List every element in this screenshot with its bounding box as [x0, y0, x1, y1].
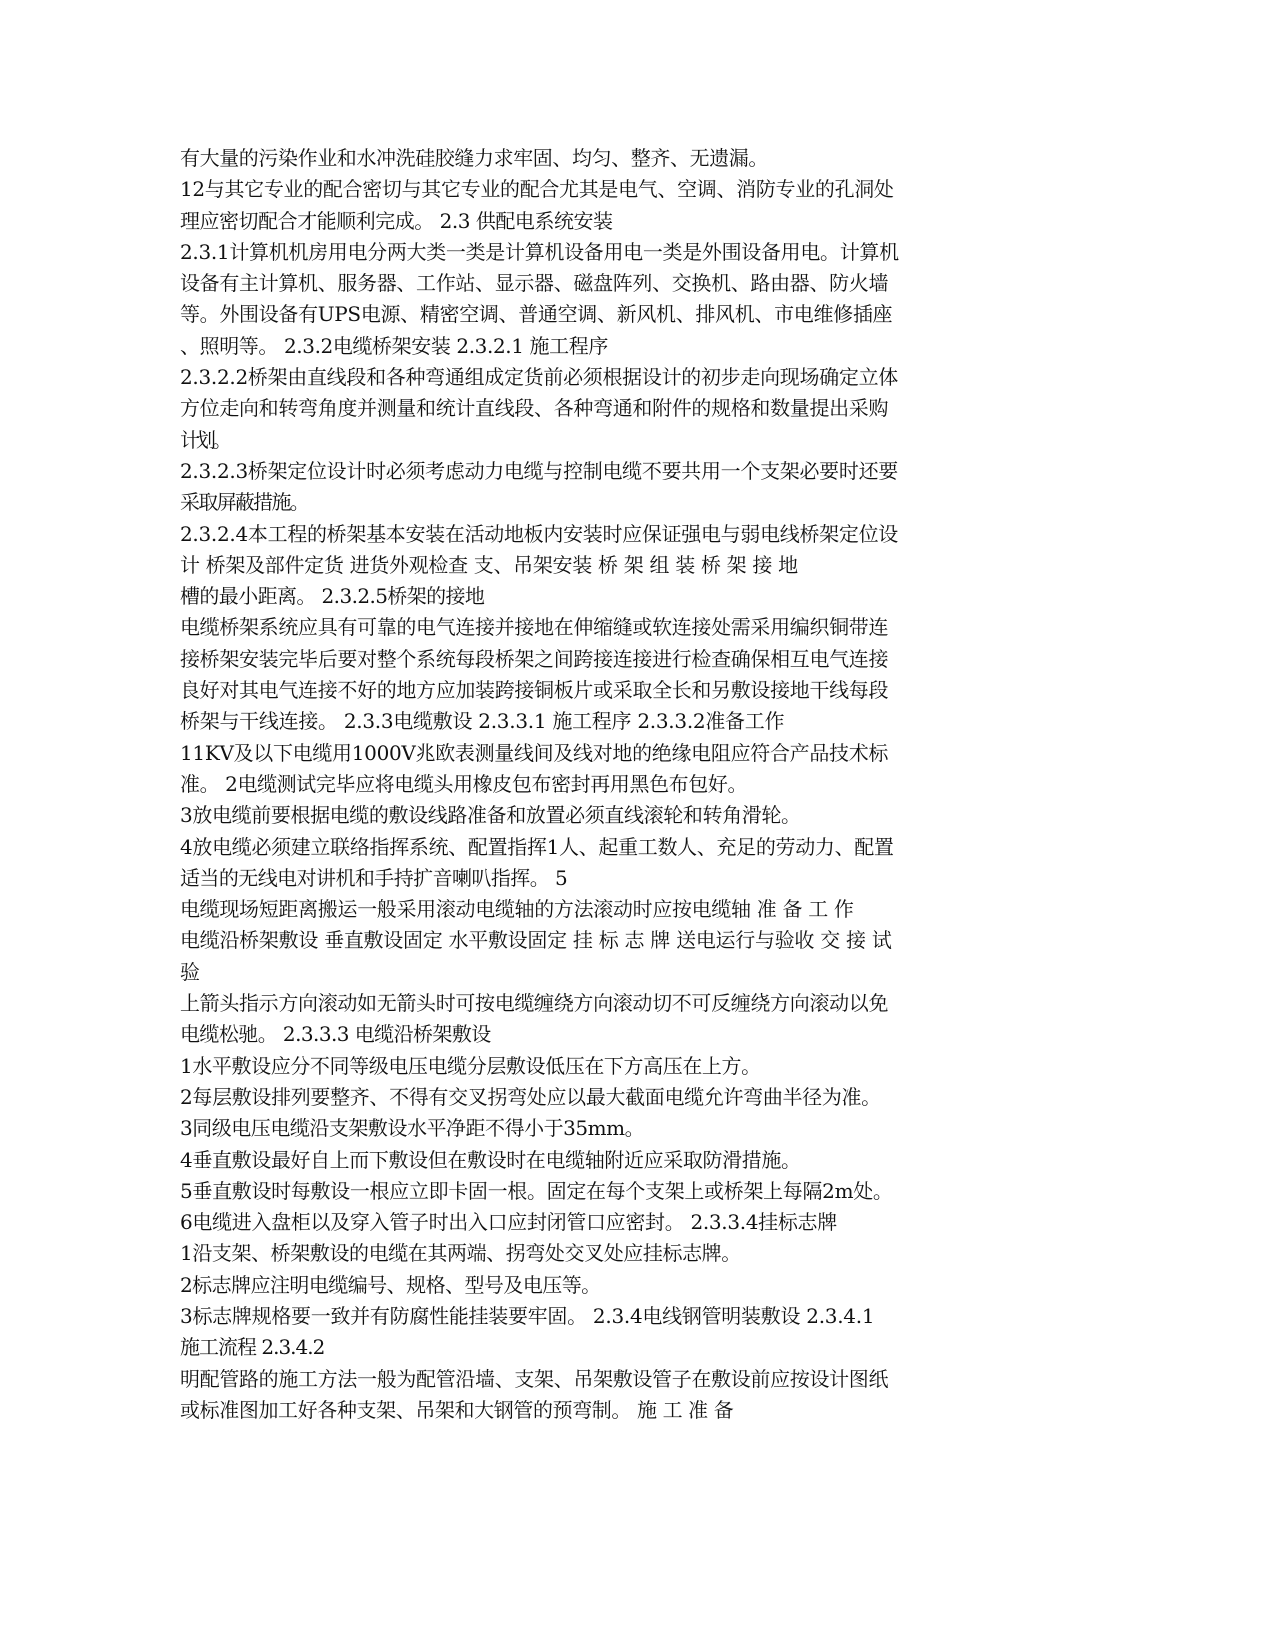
text-line: 适当的无线电对讲机和手持扩音喇叭指挥。 5 [180, 865, 568, 890]
text-line: 良好对其电气连接不好的地方应加装跨接铜板片或采取全长和另敷设接地干线每段 [180, 678, 889, 703]
text-line: 电缆沿桥架敷设 垂直敷设固定 水平敷设固定 挂 标 志 牌 送电运行与验收 交 接 试 [180, 928, 892, 953]
text-line: 2.3.2.4本工程的桥架基本安装在活动地板内安装时应保证强电与弱电线桥架定位设 [180, 521, 898, 546]
text-line: 6电缆进入盘柜以及穿入管子时出入口应封闭管口应密封。 2.3.3.4挂标志牌 [180, 1210, 837, 1235]
text-line: 明配管路的施工方法一般为配管沿墙、支架、吊架敷设管子在敷设前应按设计图纸 [180, 1366, 889, 1391]
text-line: 计划。 [180, 427, 228, 452]
text-line: 验 [180, 959, 196, 984]
text-line: 1沿支架、桥架敷设的电缆在其两端、拐弯处交叉处应挂标志牌。 [180, 1241, 741, 1266]
text-line: 5垂直敷设时每敷设一根应立即卡固一根。固定在每个支架上或桥架上每隔2m处。 [180, 1178, 893, 1203]
text-line: 施工流程 2.3.4.2 [180, 1335, 325, 1360]
text-line: 上箭头指示方向滚动如无箭头时可按电缆缠绕方向滚动切不可反缠绕方向滚动以免 [180, 991, 889, 1016]
text-line: 11KV及以下电缆用1000V兆欧表测量线间及线对地的绝缘电阻应符合产品技术标 [180, 740, 889, 765]
text-line: 电缆现场短距离搬运一般采用滚动电缆轴的方法滚动时应按电缆轴 准 备 工 作 [180, 897, 854, 922]
text-line: 2.3.1计算机机房用电分两大类一类是计算机设备用电一类是外围设备用电。计算机 [180, 239, 899, 264]
text-line: 设备有主计算机、服务器、工作站、显示器、磁盘阵列、交换机、路由器、防火墙 [180, 271, 889, 296]
text-line: 采取屏蔽措施。 [180, 490, 309, 515]
text-line: 桥架与干线连接。 2.3.3电缆敷设 2.3.3.1 施工程序 2.3.3.2准备工作 [180, 709, 785, 734]
text-line: 1水平敷设应分不同等级电压电缆分层敷设低压在下方高压在上方。 [180, 1053, 761, 1078]
text-line: 计 桥架及部件定货 进货外观检查 支、吊架安装 桥 架 组 装 桥 架 接 地 [180, 552, 798, 577]
text-line: 2.3.2.2桥架由直线段和各种弯通组成定货前必须根据设计的初步走向现场确定立体 [180, 365, 898, 390]
text-line: 方位走向和转弯角度并测量和统计直线段、各种弯通和附件的规格和数量提出采购 [180, 396, 889, 421]
text-line: 4垂直敷设最好自上而下敷设但在敷设时在电缆轴附近应采取防滑措施。 [180, 1147, 801, 1172]
text-line: 12与其它专业的配合密切与其它专业的配合尤其是电气、空调、消防专业的孔洞处 [180, 177, 894, 202]
text-line: 电缆松驰。 2.3.3.3 电缆沿桥架敷设 [180, 1022, 491, 1047]
text-line: 2.3.2.3桥架定位设计时必须考虑动力电缆与控制电缆不要共用一个支架必要时还要 [180, 458, 898, 483]
text-line: 电缆桥架系统应具有可靠的电气连接并接地在伸缩缝或软连接处需采用编织铜带连 [180, 615, 889, 640]
text-line: 有大量的污染作业和水冲洗硅胶缝力求牢固、均匀、整齐、无遗漏。 [180, 146, 768, 170]
text-line: 3同级电压电缆沿支架敷设水平净距不得小于35mm。 [180, 1116, 645, 1141]
text-line: 、照明等。 2.3.2电缆桥架安装 2.3.2.1 施工程序 [180, 333, 608, 358]
text-line: 接桥架安装完毕后要对整个系统每段桥架之间跨接连接进行检查确保相互电气连接 [180, 646, 889, 671]
text-line: 等。外围设备有UPS电源、精密空调、普通空调、新风机、排风机、市电维修插座 [180, 302, 893, 327]
text-line: 3放电缆前要根据电缆的敷设线路准备和放置必须直线滚轮和转角滑轮。 [180, 803, 801, 828]
text-line: 槽的最小距离。 2.3.2.5桥架的接地 [180, 584, 485, 609]
text-line: 准。 2电缆测试完毕应将电缆头用橡皮包布密封再用黑色布包好。 [180, 771, 748, 796]
text-line: 理应密切配合才能顺利完成。 2.3 供配电系统安装 [180, 208, 613, 233]
text-line: 2每层敷设排列要整齐、不得有交叉拐弯处应以最大截面电缆允许弯曲半径为准。 [180, 1084, 881, 1109]
text-line: 3标志牌规格要一致并有防腐性能挂装要牢固。 2.3.4电线钢管明装敷设 2.3.4.1 [180, 1303, 875, 1328]
text-line: 或标准图加工好各种支架、吊架和大钢管的预弯制。 施 工 准 备 [180, 1397, 734, 1422]
text-line: 2标志牌应注明电缆编号、规格、型号及电压等。 [180, 1272, 601, 1297]
document-body [180, 143, 1050, 1426]
text-line: 4放电缆必须建立联络指挥系统、配置指挥1人、起重工数人、充足的劳动力、配置 [180, 834, 894, 859]
